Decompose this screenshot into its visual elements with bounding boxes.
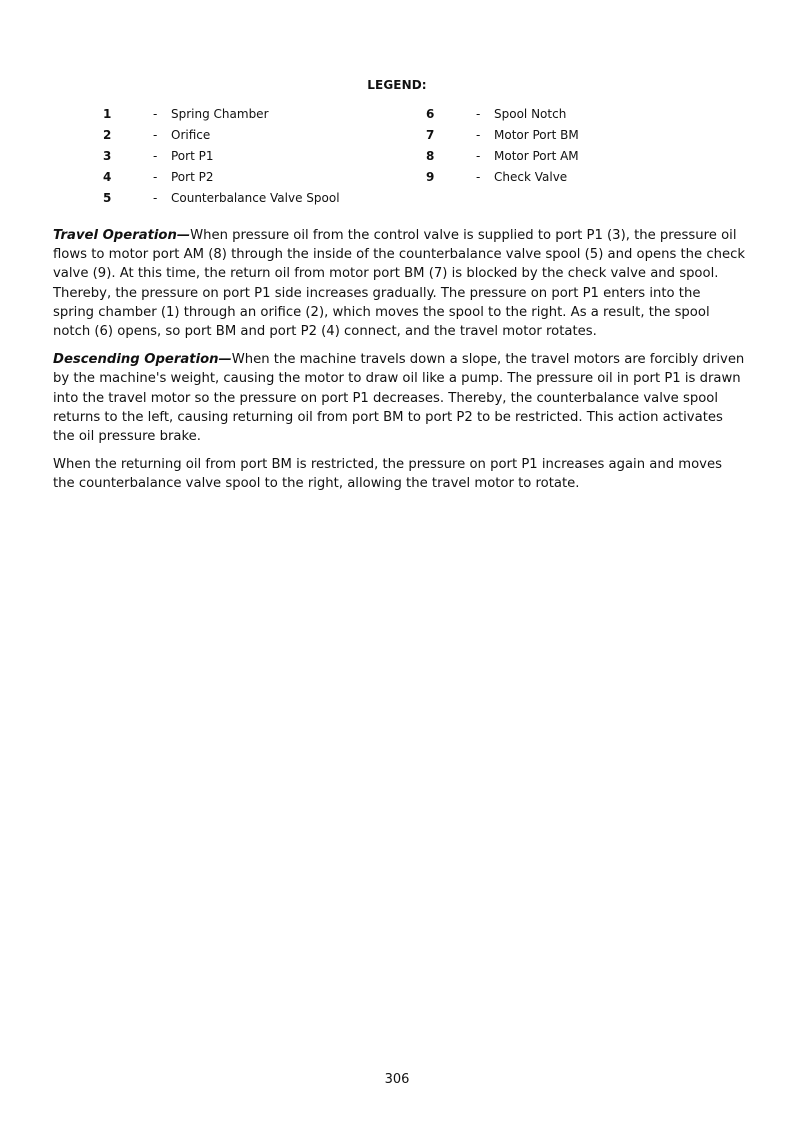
travel-operation-paragraph — [53, 226, 745, 341]
legend-item-dash: - — [476, 128, 481, 142]
legend-item-dash: - — [476, 107, 481, 121]
travel-operation-heading: Travel Operation— — [53, 228, 191, 243]
legend-item-label: Motor Port BM — [494, 128, 579, 142]
travel-operation-text: When pressure oil from the control valve is supplied to port P1 (3), the pressure oil flows to motor port AM (8) through the inside of the counterbalance valve spool (5) and opens the check valve (9). At this time, the return oil from motor port BM (7) is blocked by the check valve and spool. Thereby, the pressure on port P1 side increases gradually. The pressure on port P1 enters into the spring chamber (1) through an orifice (2), which moves the spool to the right. As a result, the spool notch (6) opens, so port BM and port P2 (4) connect, and the travel motor rotates. — [53, 228, 745, 340]
legend-item-label: Spool Notch — [494, 107, 567, 121]
legend-item-label: Spring Chamber — [171, 107, 269, 121]
legend-item-number: 7 — [426, 128, 435, 142]
legend-item-label: Port P2 — [171, 170, 214, 184]
restricted-oil-text: When the returning oil from port BM is restricted, the pressure on port P1 increases again and moves the counterbalance valve spool to the right, allowing the travel motor to rotate. — [53, 457, 722, 492]
legend-item-number: 3 — [103, 149, 112, 163]
body-text — [53, 226, 745, 503]
legend-item-dash: - — [476, 170, 481, 184]
legend-item-dash: - — [153, 107, 158, 121]
legend-item-dash: - — [153, 128, 158, 142]
legend-title: LEGEND: — [367, 78, 427, 92]
descending-operation-paragraph — [53, 350, 745, 446]
legend-item-number: 4 — [103, 170, 112, 184]
legend-item-number: 8 — [426, 149, 435, 163]
descending-operation-text: When the machine travels down a slope, the travel motors are forcibly driven by the machine's weight, causing the motor to draw oil like a pump. The pressure oil in port P1 is drawn into the travel motor so the pressure on port P1 decreases. Thereby, the counterbalance valve spool returns to the left, causing returning oil from port BM to port P2 to be restricted. This action activates the oil pressure brake. — [53, 352, 745, 445]
legend-item-label: Port P1 — [171, 149, 214, 163]
legend-item-label: Counterbalance Valve Spool — [171, 191, 340, 205]
legend-item-dash: - — [153, 149, 158, 163]
legend-item-dash: - — [153, 170, 158, 184]
legend-item-label: Check Valve — [494, 170, 568, 184]
legend-item-number: 2 — [103, 128, 112, 142]
legend-item-dash: - — [153, 191, 158, 205]
legend-item-label: Orifice — [171, 128, 211, 142]
legend-item-label: Motor Port AM — [494, 149, 579, 163]
legend-item-number: 6 — [426, 107, 435, 121]
descending-operation-heading: Descending Operation— — [53, 352, 232, 368]
legend-item-number: 1 — [103, 107, 112, 121]
page-number: 306 — [384, 1072, 410, 1087]
legend-item-dash: - — [476, 149, 481, 163]
legend-item-number: 9 — [426, 170, 435, 184]
legend-item-number: 5 — [103, 191, 112, 205]
restricted-oil-paragraph — [53, 455, 745, 493]
